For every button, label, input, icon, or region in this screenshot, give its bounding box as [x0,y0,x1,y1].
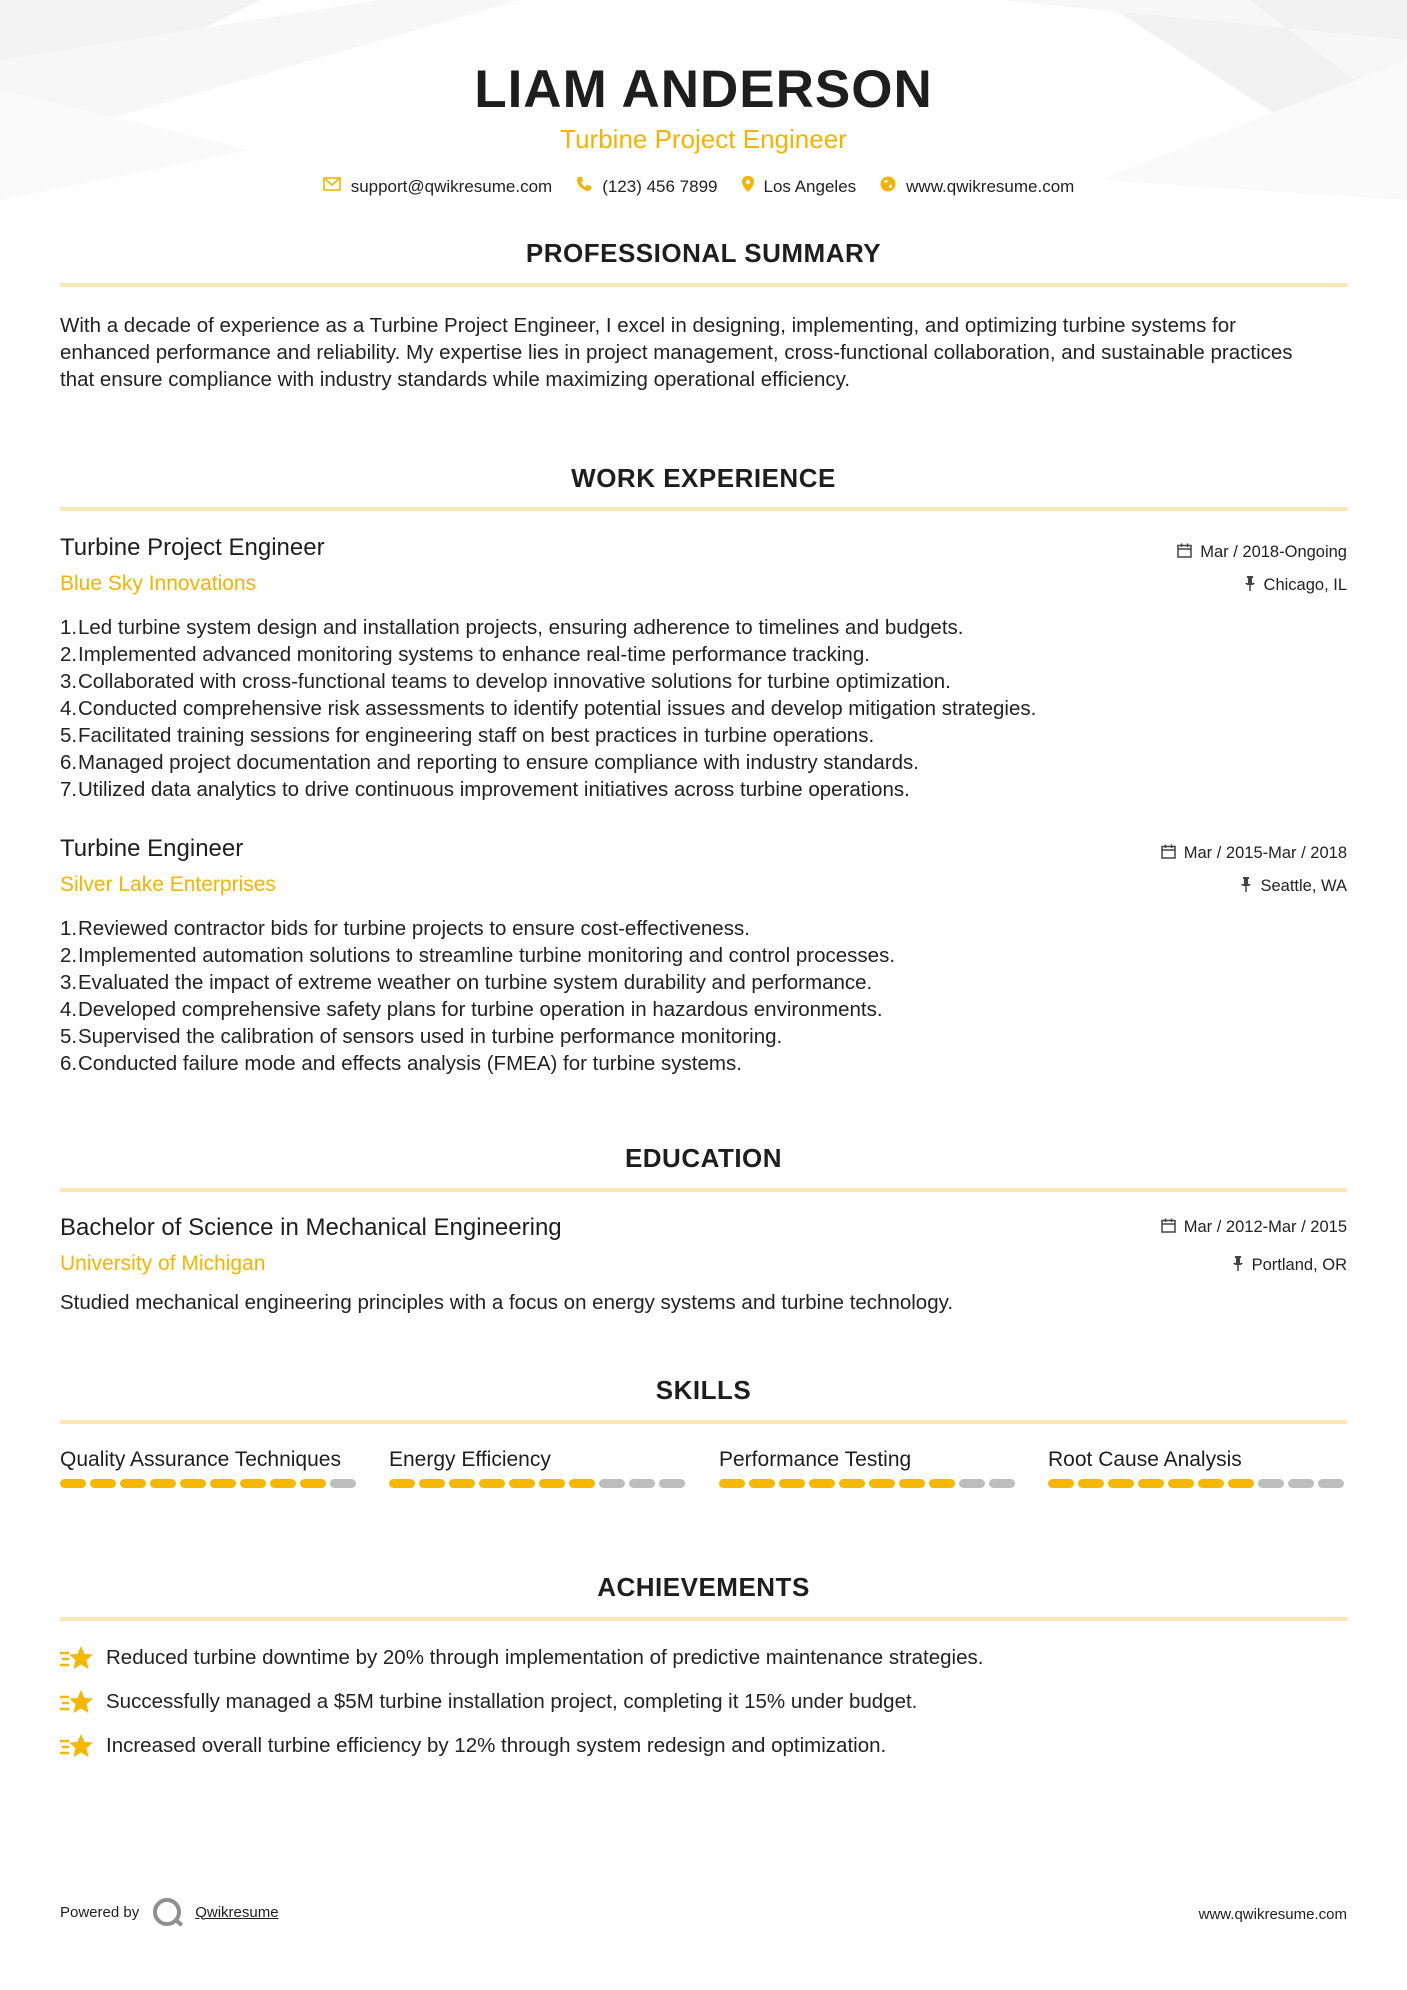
map-pin-icon [742,176,754,197]
skill-level-segment [809,1479,835,1488]
education-location [1232,1256,1347,1275]
phone-text: (123) 456 7899 [602,176,718,196]
skill-level-segment [1078,1479,1104,1488]
experience-divider [60,507,1347,511]
skill-item [719,1446,1019,1488]
skill-level-segment [419,1479,445,1488]
footer-branding [60,1898,279,1926]
education-description: Studied mechanical engineering principles with a focus on energy systems and turbine technology. [60,1291,954,1314]
skill-name: Energy Efficiency [389,1448,551,1471]
candidate-name: LIAM ANDERSON [474,60,933,119]
school-name: University of Michigan [60,1252,266,1275]
pushpin-icon [1232,1256,1244,1275]
list-item: 4. Developed comprehensive safety plans for turbine operation in hazardous environments. [60,998,883,1021]
skill-level-segment [449,1479,475,1488]
job-location [1244,576,1347,595]
job-bullets [60,614,1320,803]
list-item: 4. Conducted comprehensive risk assessments to identify potential issues and develop mitigation strategies. [60,697,1037,720]
list-item: 3. Evaluated the impact of extreme weather on turbine system durability and performance. [60,971,873,994]
contact-email[interactable] [323,177,553,197]
skill-level-segment [629,1479,655,1488]
achievement-item [60,1644,983,1672]
list-item: 1. Reviewed contractor bids for turbine projects to ensure cost-effectiveness. [60,917,750,940]
skill-level-bar [1048,1479,1348,1488]
skill-level-segment [1168,1479,1194,1488]
email-text: support@qwikresume.com [350,176,553,196]
pushpin-icon [1240,877,1252,896]
skill-level-segment [869,1479,895,1488]
skill-item [1048,1446,1348,1488]
contact-phone[interactable] [576,176,717,197]
achievement-text: Increased overall turbine efficiency by 12% through system redesign and optimization. [106,1734,887,1757]
job-location-text: Chicago, IL [1263,576,1347,594]
skill-name: Quality Assurance Techniques [60,1448,341,1471]
star-icon [60,1644,94,1672]
list-item: 3. Collaborated with cross-functional teams to develop innovative solutions for turbine optimization. [60,670,951,693]
job-bullets [60,915,1320,1077]
skill-level-segment [779,1479,805,1488]
list-item: 2. Implemented automation solutions to streamline turbine monitoring and control processes. [60,944,896,967]
skill-level-segment [509,1479,535,1488]
job-title: Turbine Project Engineer [60,534,325,561]
skill-level-segment [479,1479,505,1488]
skill-level-segment [60,1479,86,1488]
job-location [1240,877,1347,896]
summary-text: With a decade of experience as a Turbine Project Engineer, I excel in designing, implementing, and optimizing turbine systems for enhanced performance and reliability. My expertise lies in project management, cross-functional collaboration, and sustainable practices that ensure compliance with industry standards while maximizing operational efficiency. [60,314,1293,391]
skill-level-segment [330,1479,356,1488]
list-item: 2. Implemented advanced monitoring systems to enhance real-time performance tracking. [60,643,870,666]
job-dates [1177,543,1347,562]
globe-icon [880,176,896,197]
skill-level-segment [270,1479,296,1488]
job-dates-text: Mar / 2015-Mar / 2018 [1183,844,1347,862]
list-item: 5. Facilitated training sessions for engineering staff on best practices in turbine operations. [60,724,875,747]
skills-heading: SKILLS [655,1375,752,1405]
skill-level-bar [389,1479,689,1488]
skill-level-bar [719,1479,1019,1488]
skill-level-segment [1288,1479,1314,1488]
location-text: Los Angeles [763,176,857,196]
skill-level-segment [569,1479,595,1488]
skill-level-segment [1228,1479,1254,1488]
skill-level-segment [659,1479,685,1488]
skill-level-segment [749,1479,775,1488]
achievement-text: Reduced turbine downtime by 20% through implementation of predictive maintenance strategies. [106,1646,984,1669]
list-item: 7. Utilized data analytics to drive continuous improvement initiatives across turbine operations. [60,778,910,801]
education-dates-text: Mar / 2012-Mar / 2015 [1183,1218,1347,1236]
skill-level-segment [839,1479,865,1488]
calendar-icon [1161,844,1176,863]
job-company: Silver Lake Enterprises [60,873,276,896]
powered-by-label: Powered by [60,1903,140,1921]
skill-level-segment [1198,1479,1224,1488]
skill-level-segment [300,1479,326,1488]
footer-website[interactable]: www.qwikresume.com [1198,1906,1347,1923]
resume-header [0,58,1407,197]
phone-icon [576,176,592,197]
achievement-item [60,1732,886,1760]
skill-level-segment [1048,1479,1074,1488]
skill-level-segment [1108,1479,1134,1488]
pushpin-icon [1244,576,1256,595]
skill-level-segment [389,1479,415,1488]
skill-level-segment [959,1479,985,1488]
skill-level-segment [1318,1479,1344,1488]
skill-item [389,1446,689,1488]
envelope-icon [323,177,341,196]
summary-heading: PROFESSIONAL SUMMARY [525,238,882,268]
achievement-item [60,1688,917,1716]
star-icon [60,1688,94,1716]
qwikresume-logo-icon [153,1898,181,1926]
skill-name: Root Cause Analysis [1048,1448,1242,1471]
skill-level-segment [210,1479,236,1488]
skill-level-segment [150,1479,176,1488]
job-dates-text: Mar / 2018-Ongoing [1200,543,1347,561]
contact-website[interactable] [880,176,1074,197]
degree-title: Bachelor of Science in Mechanical Engineering [60,1214,562,1241]
skill-level-bar [60,1479,360,1488]
star-icon [60,1732,94,1760]
skill-level-segment [599,1479,625,1488]
website-text: www.qwikresume.com [906,176,1075,196]
skill-level-segment [929,1479,955,1488]
list-item: 6. Conducted failure mode and effects analysis (FMEA) for turbine systems. [60,1052,742,1075]
skill-level-segment [989,1479,1015,1488]
skill-level-segment [180,1479,206,1488]
candidate-title: Turbine Project Engineer [560,124,847,154]
education-heading: EDUCATION [624,1143,783,1173]
skill-level-segment [539,1479,565,1488]
education-divider [60,1188,1347,1192]
experience-heading: WORK EXPERIENCE [571,463,836,493]
achievements-divider [60,1617,1347,1621]
contact-location [742,176,857,197]
skill-level-segment [1258,1479,1284,1488]
calendar-icon [1177,543,1192,562]
skill-level-segment [719,1479,745,1488]
education-dates [1161,1218,1347,1237]
job-dates [1161,844,1347,863]
list-item: 5. Supervised the calibration of sensors used in turbine performance monitoring. [60,1025,783,1048]
skill-name: Performance Testing [719,1448,912,1471]
contact-bar [0,176,1407,197]
list-item: 1. Led turbine system design and installation projects, ensuring adherence to timelines and budgets. [60,616,964,639]
skill-level-segment [240,1479,266,1488]
skill-level-segment [899,1479,925,1488]
calendar-icon [1161,1218,1176,1237]
job-title: Turbine Engineer [60,835,244,862]
skill-item [60,1446,360,1488]
achievement-text: Successfully managed a $5M turbine installation project, completing it 15% under budget. [106,1690,918,1713]
brand-link[interactable]: Qwikresume [195,1903,279,1921]
skills-divider [60,1420,1347,1424]
job-company: Blue Sky Innovations [60,572,257,595]
education-location-text: Portland, OR [1251,1256,1347,1274]
list-item: 6. Managed project documentation and reporting to ensure compliance with industry standards. [60,751,919,774]
job-location-text: Seattle, WA [1260,877,1347,895]
skill-level-segment [1138,1479,1164,1488]
skill-level-segment [120,1479,146,1488]
achievements-heading: ACHIEVEMENTS [597,1572,810,1602]
skill-level-segment [90,1479,116,1488]
summary-divider [60,283,1347,287]
